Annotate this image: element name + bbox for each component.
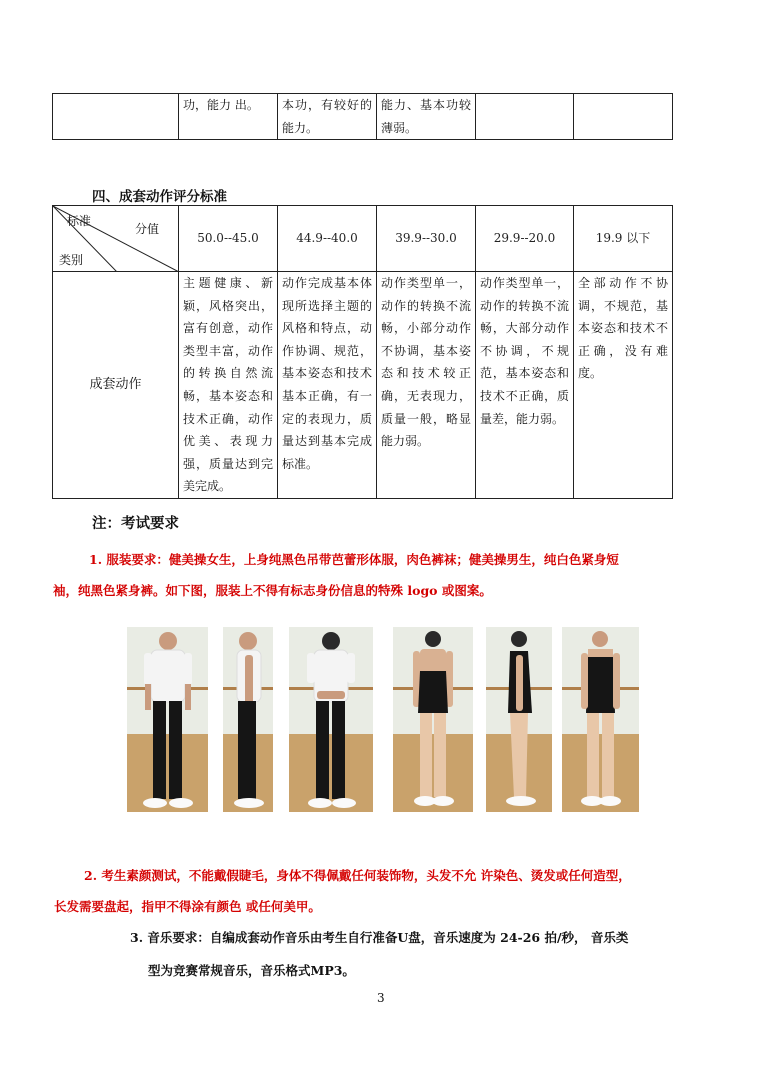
notes-title: 注：考试要求 [92,515,179,532]
score-range-2: 44.9--40.0 [278,206,377,272]
score-range-5: 19.9 以下 [574,206,673,272]
diagonal-header-cell [53,206,179,272]
page-number: 3 [377,991,385,1005]
desc-cell-5: 全部动作不协调，不规范，基本姿态和技术不正确，没有难度。 [574,272,673,499]
note-music-line1: 3. 音乐要求：自编成套动作音乐由考生自行准备U盘，音乐速度为 24-26 拍/秒， 音乐类 [130,930,629,945]
male-side-photo [223,627,273,812]
score-range-3: 39.9--30.0 [377,206,476,272]
section-title: 四、成套动作评分标准 [92,189,227,205]
row-label-cell [53,272,179,499]
header-score: 分值 [135,222,160,236]
top-cell-1 [53,94,179,140]
top-cell-5 [476,94,574,140]
note-clothing: 1. 服装要求：健美操女生，上身纯黑色吊带芭蕾形体服，肉色裤袜；健美操男生，纯白色紧身短袖，纯黑色紧身裤。如下图，服装上不得有标志身份信息的特殊 logo 或图案。 [53,552,619,598]
male-front-photo [127,627,208,812]
desc-cell-4: 动作类型单一，动作的转换不流畅，大部分动作不协调，不规范，基本姿态和技术不正确，质量差，能力弱。 [476,272,574,499]
female-back-photo [393,627,473,812]
desc-cell-1: 主题健康、新颖，风格突出，富有创意，动作类型丰富，动作的转换自然流畅，基本姿态和技术正确，动作优美、表现力强，质量达到完美完成。 [179,272,278,499]
top-cell-6 [574,94,673,140]
female-front-photo [562,627,639,812]
male-back-photo [289,627,373,812]
desc-cell-3: 动作类型单一，动作的转换不流畅，小部分动作不协调，基本姿态和技术较正确，无表现力，质量一般，略显能力弱。 [377,272,476,499]
top-cell-3: 本功，有较好的能力。 [278,94,377,140]
score-range-1: 50.0--45.0 [179,206,278,272]
top-table [52,93,673,140]
female-side-photo [486,627,552,812]
desc-cell-2: 动作完成基本体现所选择主题的风格和特点，动作协调、规范，基本姿态和技术基本正确，有一定的表现力，质量达到基本完成标准。 [278,272,377,499]
score-range-4: 29.9--20.0 [476,206,574,272]
note-music-line2: 型为竞赛常规音乐，音乐格式MP3。 [148,963,355,978]
header-standard: 标准 [67,214,92,228]
top-cell-4: 能力、基本功较薄弱。 [377,94,476,140]
note-appearance: 2. 考生素颜测试，不能戴假睫毛，身体不得佩戴任何装饰物，头发不允 许染色、烫发或任何造型，长发需要盘起，指甲不得涂有颜色 或任何美甲。 [54,868,631,914]
top-cell-2: 功，能力 出。 [179,94,278,140]
row-label: 成套动作 [89,377,142,393]
score-table [52,205,673,499]
header-category: 类别 [59,253,84,267]
